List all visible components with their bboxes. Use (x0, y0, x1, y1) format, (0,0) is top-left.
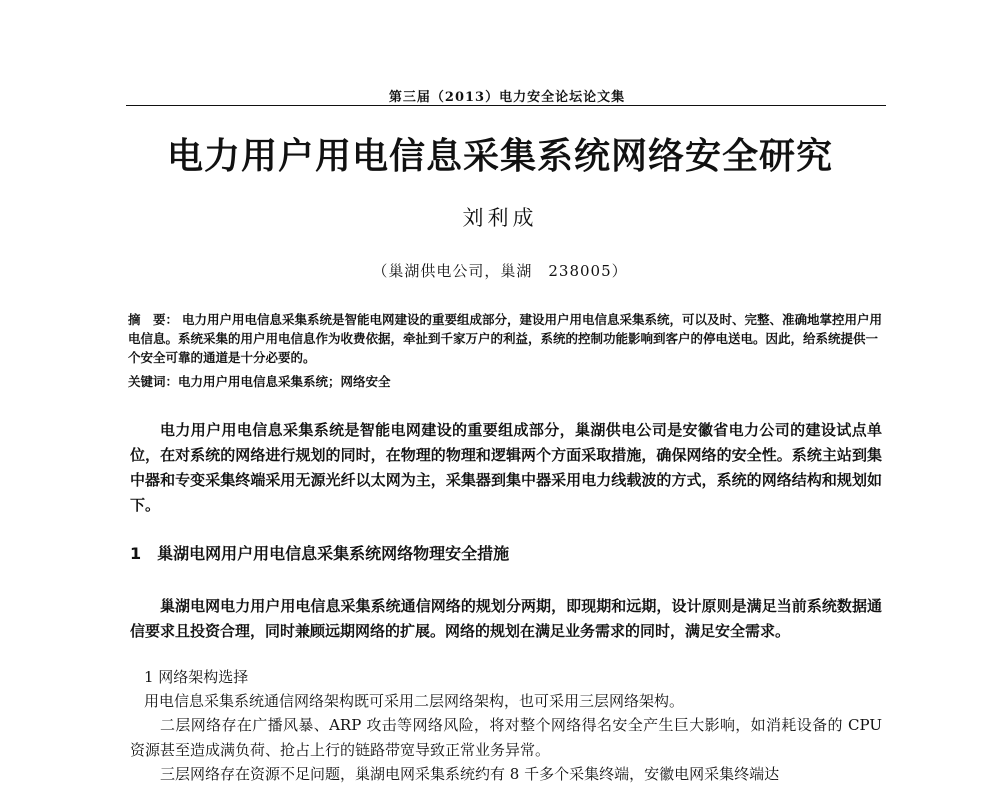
intro-paragraph: 电力用户用电信息采集系统是智能电网建设的重要组成部分，巢湖供电公司是安徽省电力公司的建设试点单位，在对系统的网络进行规划的同时，在物理的物理和逻辑两个方面采取措施，确保网络的安全性。系统主站到集中器和专变采集终端采用无源光纤以太网为主，采集器到集中器采用电力线载波的方式，系统的网络结构和规划如下。 (130, 421, 882, 514)
section-heading (130, 541, 882, 564)
body-paragraph: 用电信息采集系统通信网络架构既可采用二层网络架构，也可采用三层网络架构。 (144, 692, 685, 710)
abstract-label: 摘 要： (128, 312, 179, 327)
section-number: 1 (130, 544, 142, 563)
author-affiliation: （巢湖供电公司，巢湖 238005） (372, 262, 628, 280)
running-header: 第三届（2013）电力安全论坛论文集 (388, 90, 626, 105)
author-name: 刘利成 (462, 206, 538, 230)
abstract (128, 310, 888, 367)
body-paragraph: 二层网络存在广播风暴、ARP 攻击等网络风险，将对整个网络得名安全产生巨大影响，如消耗设备的 CPU 资源甚至造成满负荷、抢占上行的链路带宽导致正常业务异常。 (130, 716, 882, 759)
body-paragraph: 三层网络存在资源不足问题，巢湖电网采集系统约有 8 千多个采集终端，安徽电网采集终端达 (160, 765, 780, 783)
body-paragraph: 巢湖电网电力用户用电信息采集系统通信网络的规划分两期，即现期和远期，设计原则是满足当前系统数据通信要求且投资合理，同时兼顾远期网络的扩展。网络的规划在满足业务需求的同时，满足安全需求。 (130, 597, 882, 640)
paper-title: 电力用户用电信息采集系统网络安全研究 (166, 136, 833, 177)
keywords (128, 372, 888, 391)
subsection-heading: 1 网络架构选择 (144, 668, 249, 686)
abstract-text: 电力用户用电信息采集系统是智能电网建设的重要组成部分，建设用户用电信息采集系统，可以及时、完整、准确地掌控用户用电信息。系统采集的用户用电信息作为收费依据，牵扯到千家万户的利益，系统的控制功能影响到客户的停电送电。因此，给系统提供一个安全可靠的通道是十分必要的。 (128, 312, 883, 365)
keywords-text: 电力用户用电信息采集系统；网络安全 (178, 374, 391, 389)
keywords-label: 关键词： (128, 374, 179, 389)
section-title: 巢湖电网用户用电信息采集系统网络物理安全措施 (157, 544, 510, 563)
header-rule (126, 105, 886, 106)
